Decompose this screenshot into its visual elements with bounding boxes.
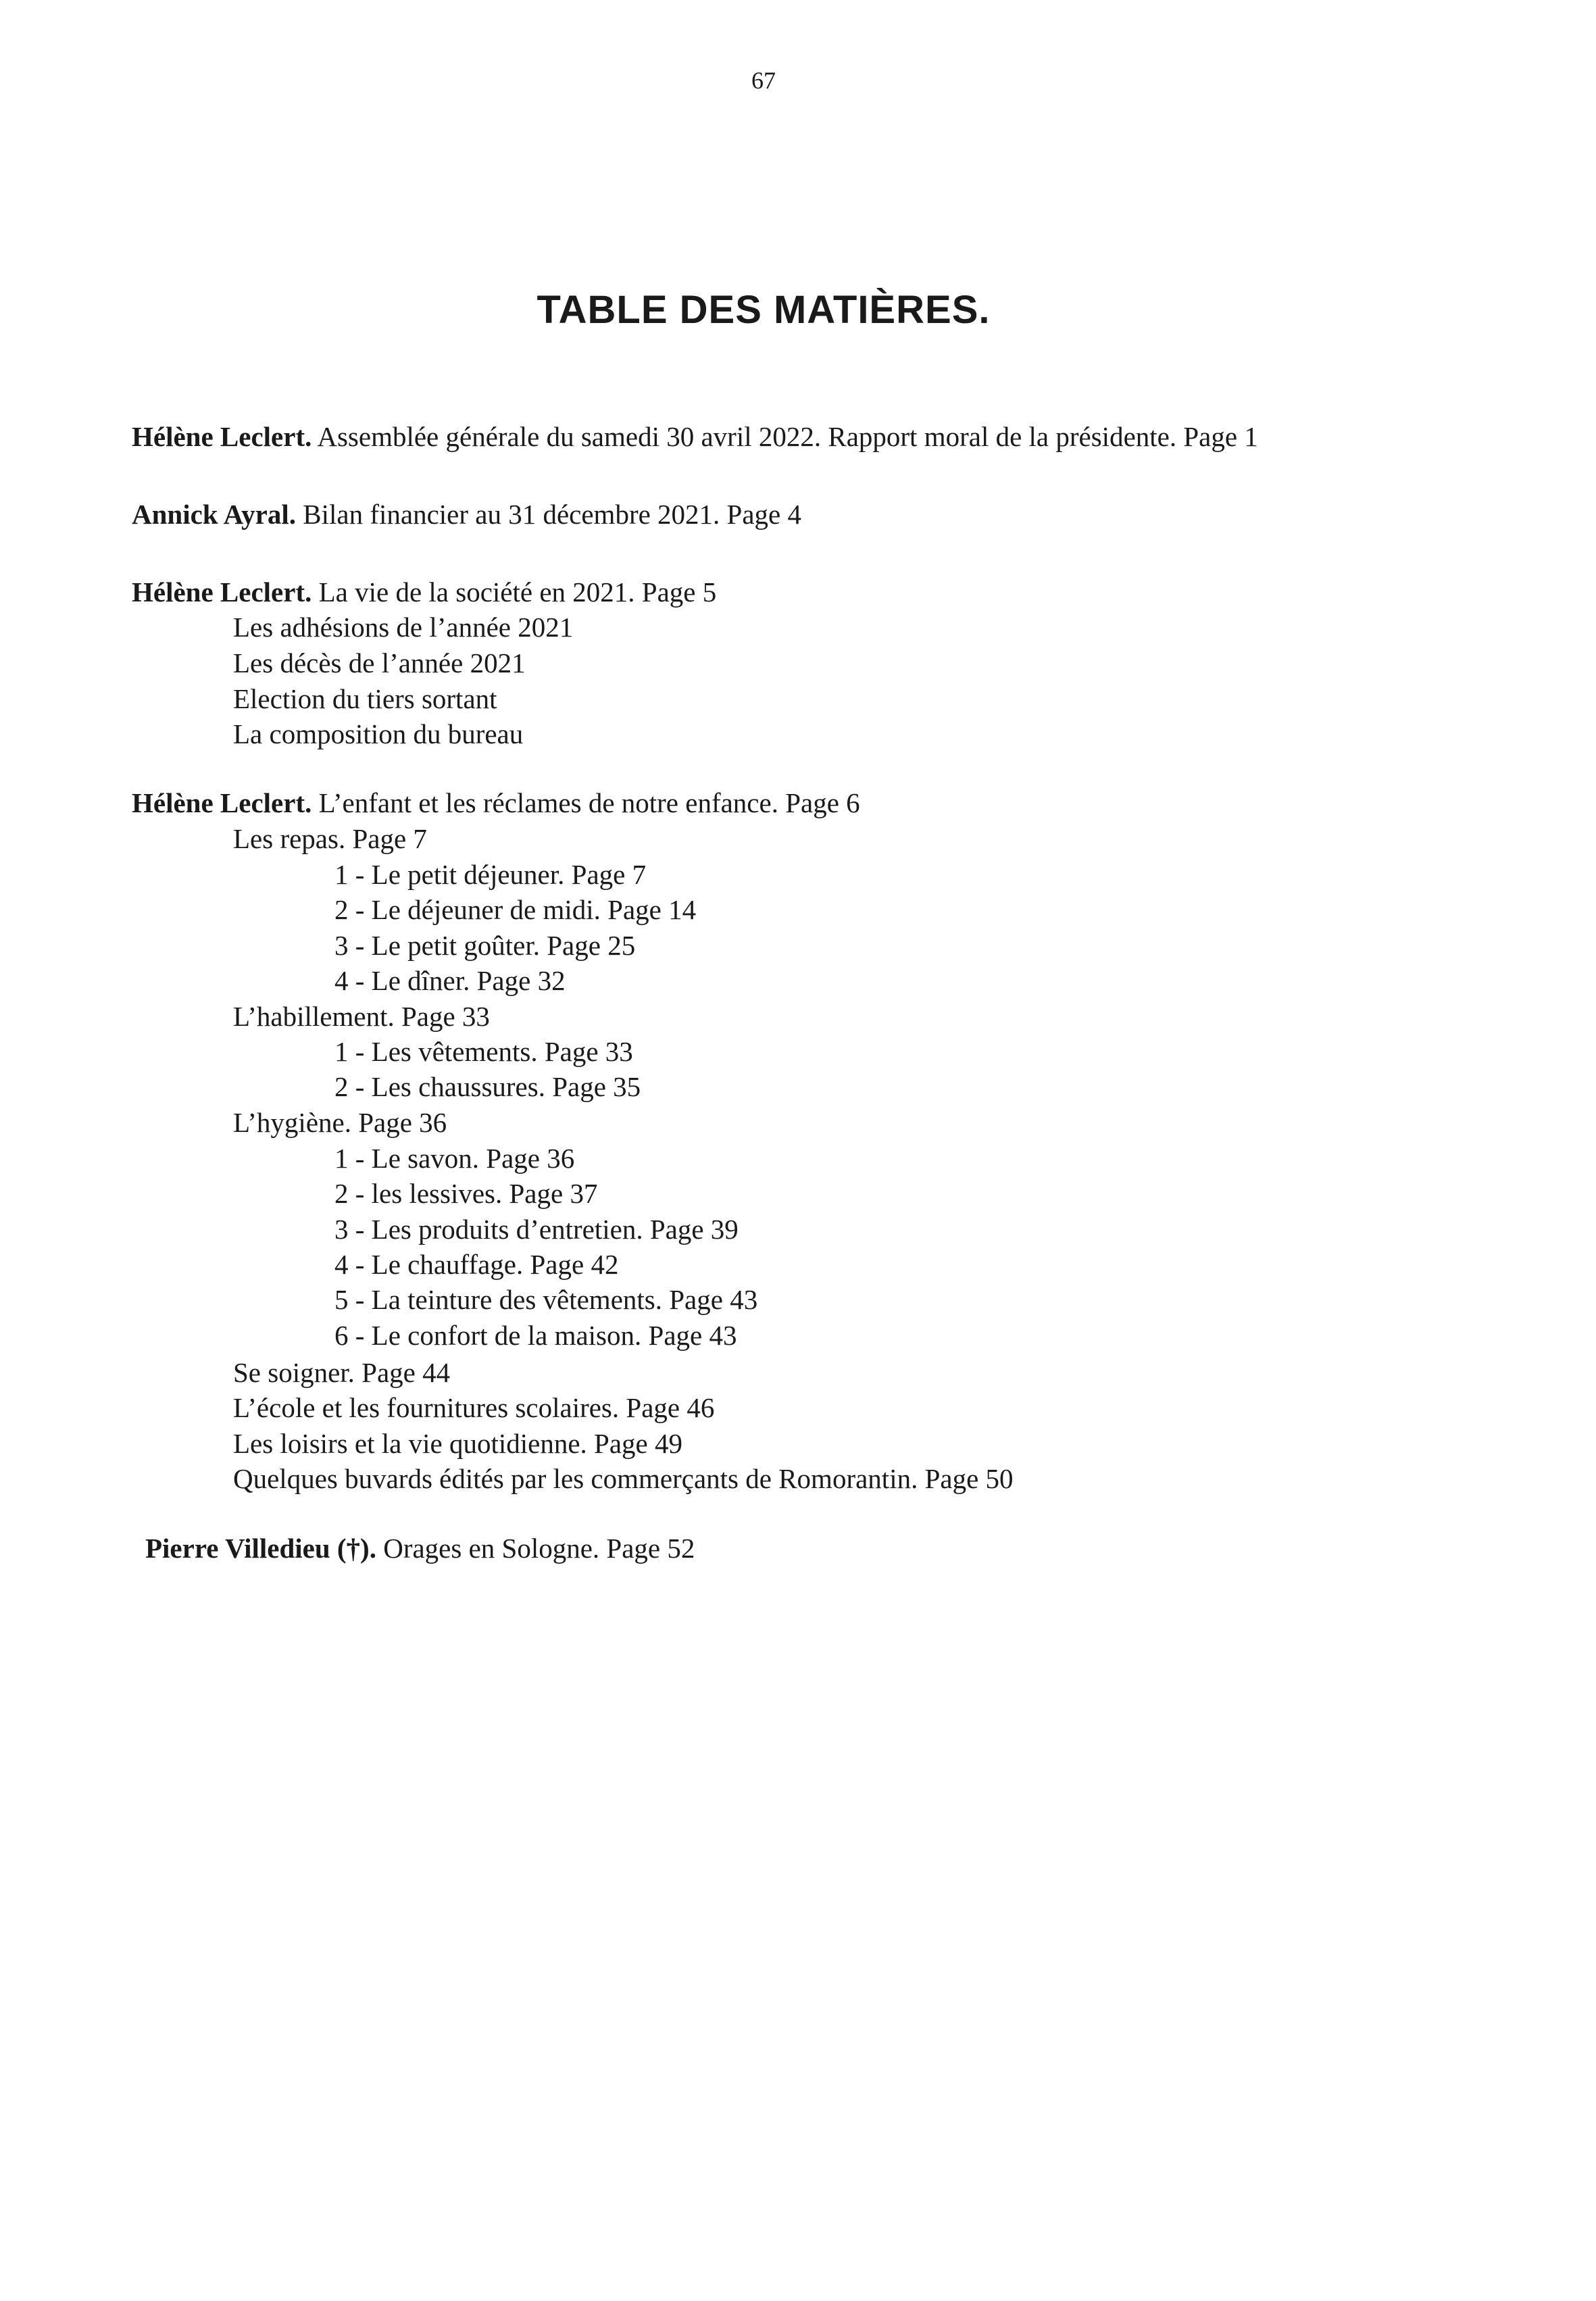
page-number: 67 [751, 67, 776, 94]
toc-subsubentry: 3 - Le petit goûter. Page 25 [334, 930, 636, 961]
page-title: TABLE DES MATIÈRES. [537, 288, 991, 332]
toc-entry [132, 574, 716, 610]
entry-text: Orages en Sologne. Page 52 [376, 1533, 695, 1564]
toc-entry [132, 785, 860, 820]
toc-entry [132, 419, 1258, 454]
toc-subentry: Les décès de l’année 2021 [233, 647, 526, 678]
toc-subsubentry: 4 - Le chauffage. Page 42 [334, 1249, 619, 1280]
toc-subsubentry: 4 - Le dîner. Page 32 [334, 965, 566, 996]
toc-subentry: Quelques buvards édités par les commerçants de Romorantin. Page 50 [233, 1463, 1014, 1494]
toc-subentry: L’habillement. Page 33 [233, 1001, 490, 1032]
toc-subsubentry: 1 - Le petit déjeuner. Page 7 [334, 859, 647, 890]
entry-text: Assemblée générale du samedi 30 avril 2022. Rapport moral de la présidente. Page 1 [311, 421, 1258, 452]
toc-entry [132, 497, 801, 532]
entry-author: Hélène Leclert. [132, 576, 312, 608]
toc-subsubentry: 2 - les lessives. Page 37 [334, 1178, 598, 1209]
entry-text: La vie de la société en 2021. Page 5 [311, 576, 717, 608]
toc-entry [145, 1531, 695, 1566]
toc-subentry: Les loisirs et la vie quotidienne. Page 49 [233, 1428, 682, 1459]
toc-subsubentry: 6 - Le confort de la maison. Page 43 [334, 1320, 737, 1351]
toc-subsubentry: 2 - Le déjeuner de midi. Page 14 [334, 894, 697, 925]
entry-author: Pierre Villedieu (†). [145, 1533, 376, 1564]
toc-subentry: Election du tiers sortant [233, 683, 497, 714]
toc-subsubentry: 5 - La teinture des vêtements. Page 43 [334, 1284, 758, 1315]
entry-author: Hélène Leclert. [132, 421, 312, 452]
entry-text: L’enfant et les réclames de notre enfance. Page 6 [311, 787, 860, 818]
entry-text: Bilan financier au 31 décembre 2021. Page 4 [296, 499, 801, 530]
toc-subentry: La composition du bureau [233, 718, 524, 749]
toc-subsubentry: 2 - Les chaussures. Page 35 [334, 1071, 641, 1102]
entry-author: Annick Ayral. [132, 499, 296, 530]
entry-author: Hélène Leclert. [132, 787, 312, 818]
toc-subentry: Les adhésions de l’année 2021 [233, 612, 574, 643]
toc-subentry: Les repas. Page 7 [233, 823, 427, 854]
toc-subentry: L’hygiène. Page 36 [233, 1107, 447, 1138]
toc-subsubentry: 1 - Les vêtements. Page 33 [334, 1036, 633, 1067]
toc-subsubentry: 1 - Le savon. Page 36 [334, 1143, 575, 1174]
toc-subsubentry: 3 - Les produits d’entretien. Page 39 [334, 1214, 739, 1245]
toc-subentry: Se soigner. Page 44 [233, 1357, 451, 1388]
toc-subentry: L’école et les fournitures scolaires. Page 46 [233, 1392, 715, 1423]
